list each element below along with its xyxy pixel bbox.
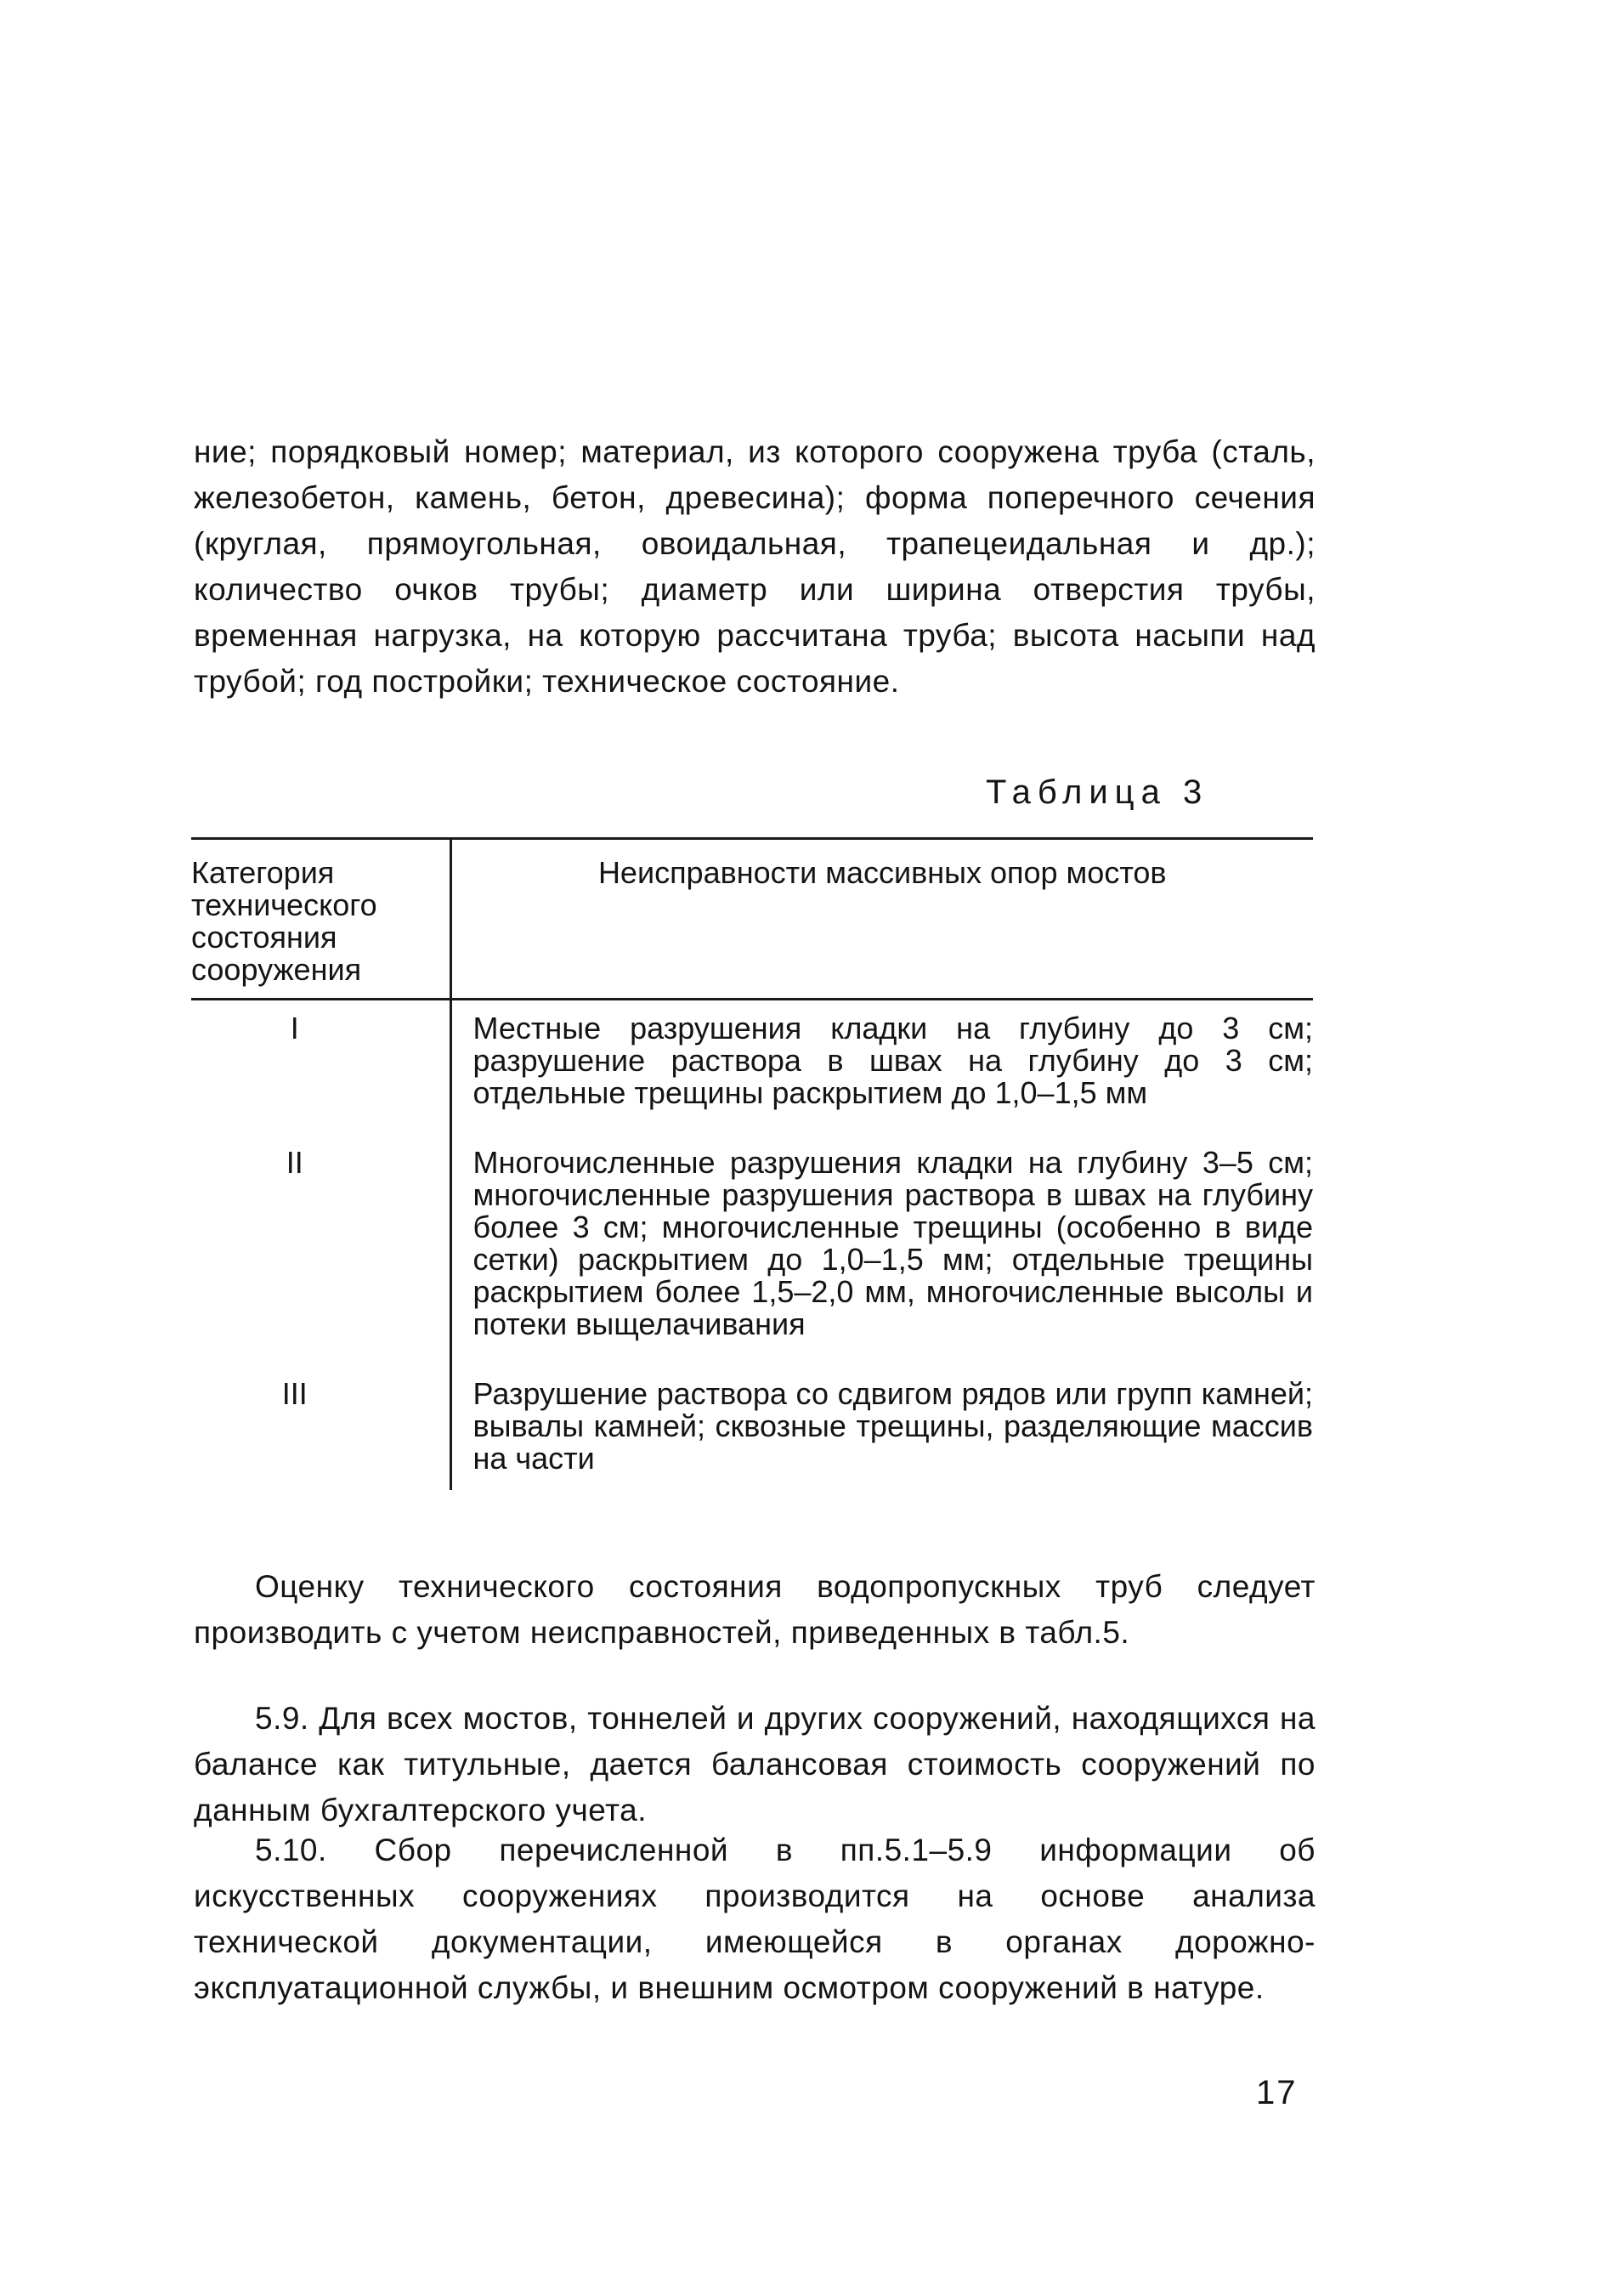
row-category: II <box>191 1135 450 1366</box>
page-number: 17 <box>1256 2074 1298 2111</box>
row-description: Местные разрушения кладки на глубину до 3 см; разрушение раствора в швах на глубину до 3 см; отдельные трещины раскрытием до 1,0–1,5 мм <box>472 1011 1313 1110</box>
table-caption: Таблица 3 <box>986 774 1209 811</box>
section-5-9-text: 5.9. Для всех мостов, тоннелей и других сооружений, находящихся на балансе как титульные, дается балансовая стоимость сооружений по данным бухгалтерского учета. <box>194 1701 1316 1828</box>
defects-table <box>191 837 1313 1490</box>
table-row <box>191 1135 1313 1366</box>
table-row <box>191 1366 1313 1490</box>
row-category: III <box>191 1366 450 1490</box>
table-row <box>191 1000 1313 1136</box>
header-category: Категория технического состояния сооружения <box>191 839 450 1000</box>
assessment-paragraph <box>194 1564 1316 1656</box>
assessment-text: Оценку технического состояния водопропускных труб следует производить с учетом неисправностей, приведенных в табл.5. <box>194 1569 1316 1650</box>
section-5-10-paragraph <box>194 1828 1316 2011</box>
row-description: Разрушение раствора со сдвигом рядов или групп камней; вывалы камней; сквозные трещины, разделяющие массив на части <box>472 1376 1313 1476</box>
header-defects: Неисправности массивных опор мостов <box>450 839 1313 1000</box>
table-header-row <box>191 839 1313 1000</box>
row-description: Многочисленные разрушения кладки на глубину 3–5 см; многочисленные разрушения раствора в швах на глубину более 3 см; многочисленные трещины (особенно в виде сетки) раскрытием до 1,0–1,5 мм; отдельные трещины раскрытием более 1,5–2,0 мм, многочисленные высолы и потеки выщелачивания <box>472 1145 1313 1341</box>
section-5-9-paragraph <box>194 1696 1316 1833</box>
section-5-10-text: 5.10. Сбор перечисленной в пп.5.1–5.9 информации об искусственных сооружениях производится на основе анализа технической документации, имеющейся в органах дорожно-эксплуатационной службы, и внешним осмотром сооружений в натуре. <box>194 1833 1316 2005</box>
row-category: I <box>191 1000 450 1136</box>
intro-paragraph: ние; порядковый номер; материал, из которого сооружена труба (сталь, железобетон, камень, бетон, древесина); форма поперечного сечения (круглая, прямоугольная, овоидальная, трапецеидальная и др.); количество очков трубы; диаметр или ширина отверстия трубы, временная нагрузка, на которую рассчитана труба; высота насыпи над трубой; год постройки; техническое состояние. <box>194 434 1316 699</box>
